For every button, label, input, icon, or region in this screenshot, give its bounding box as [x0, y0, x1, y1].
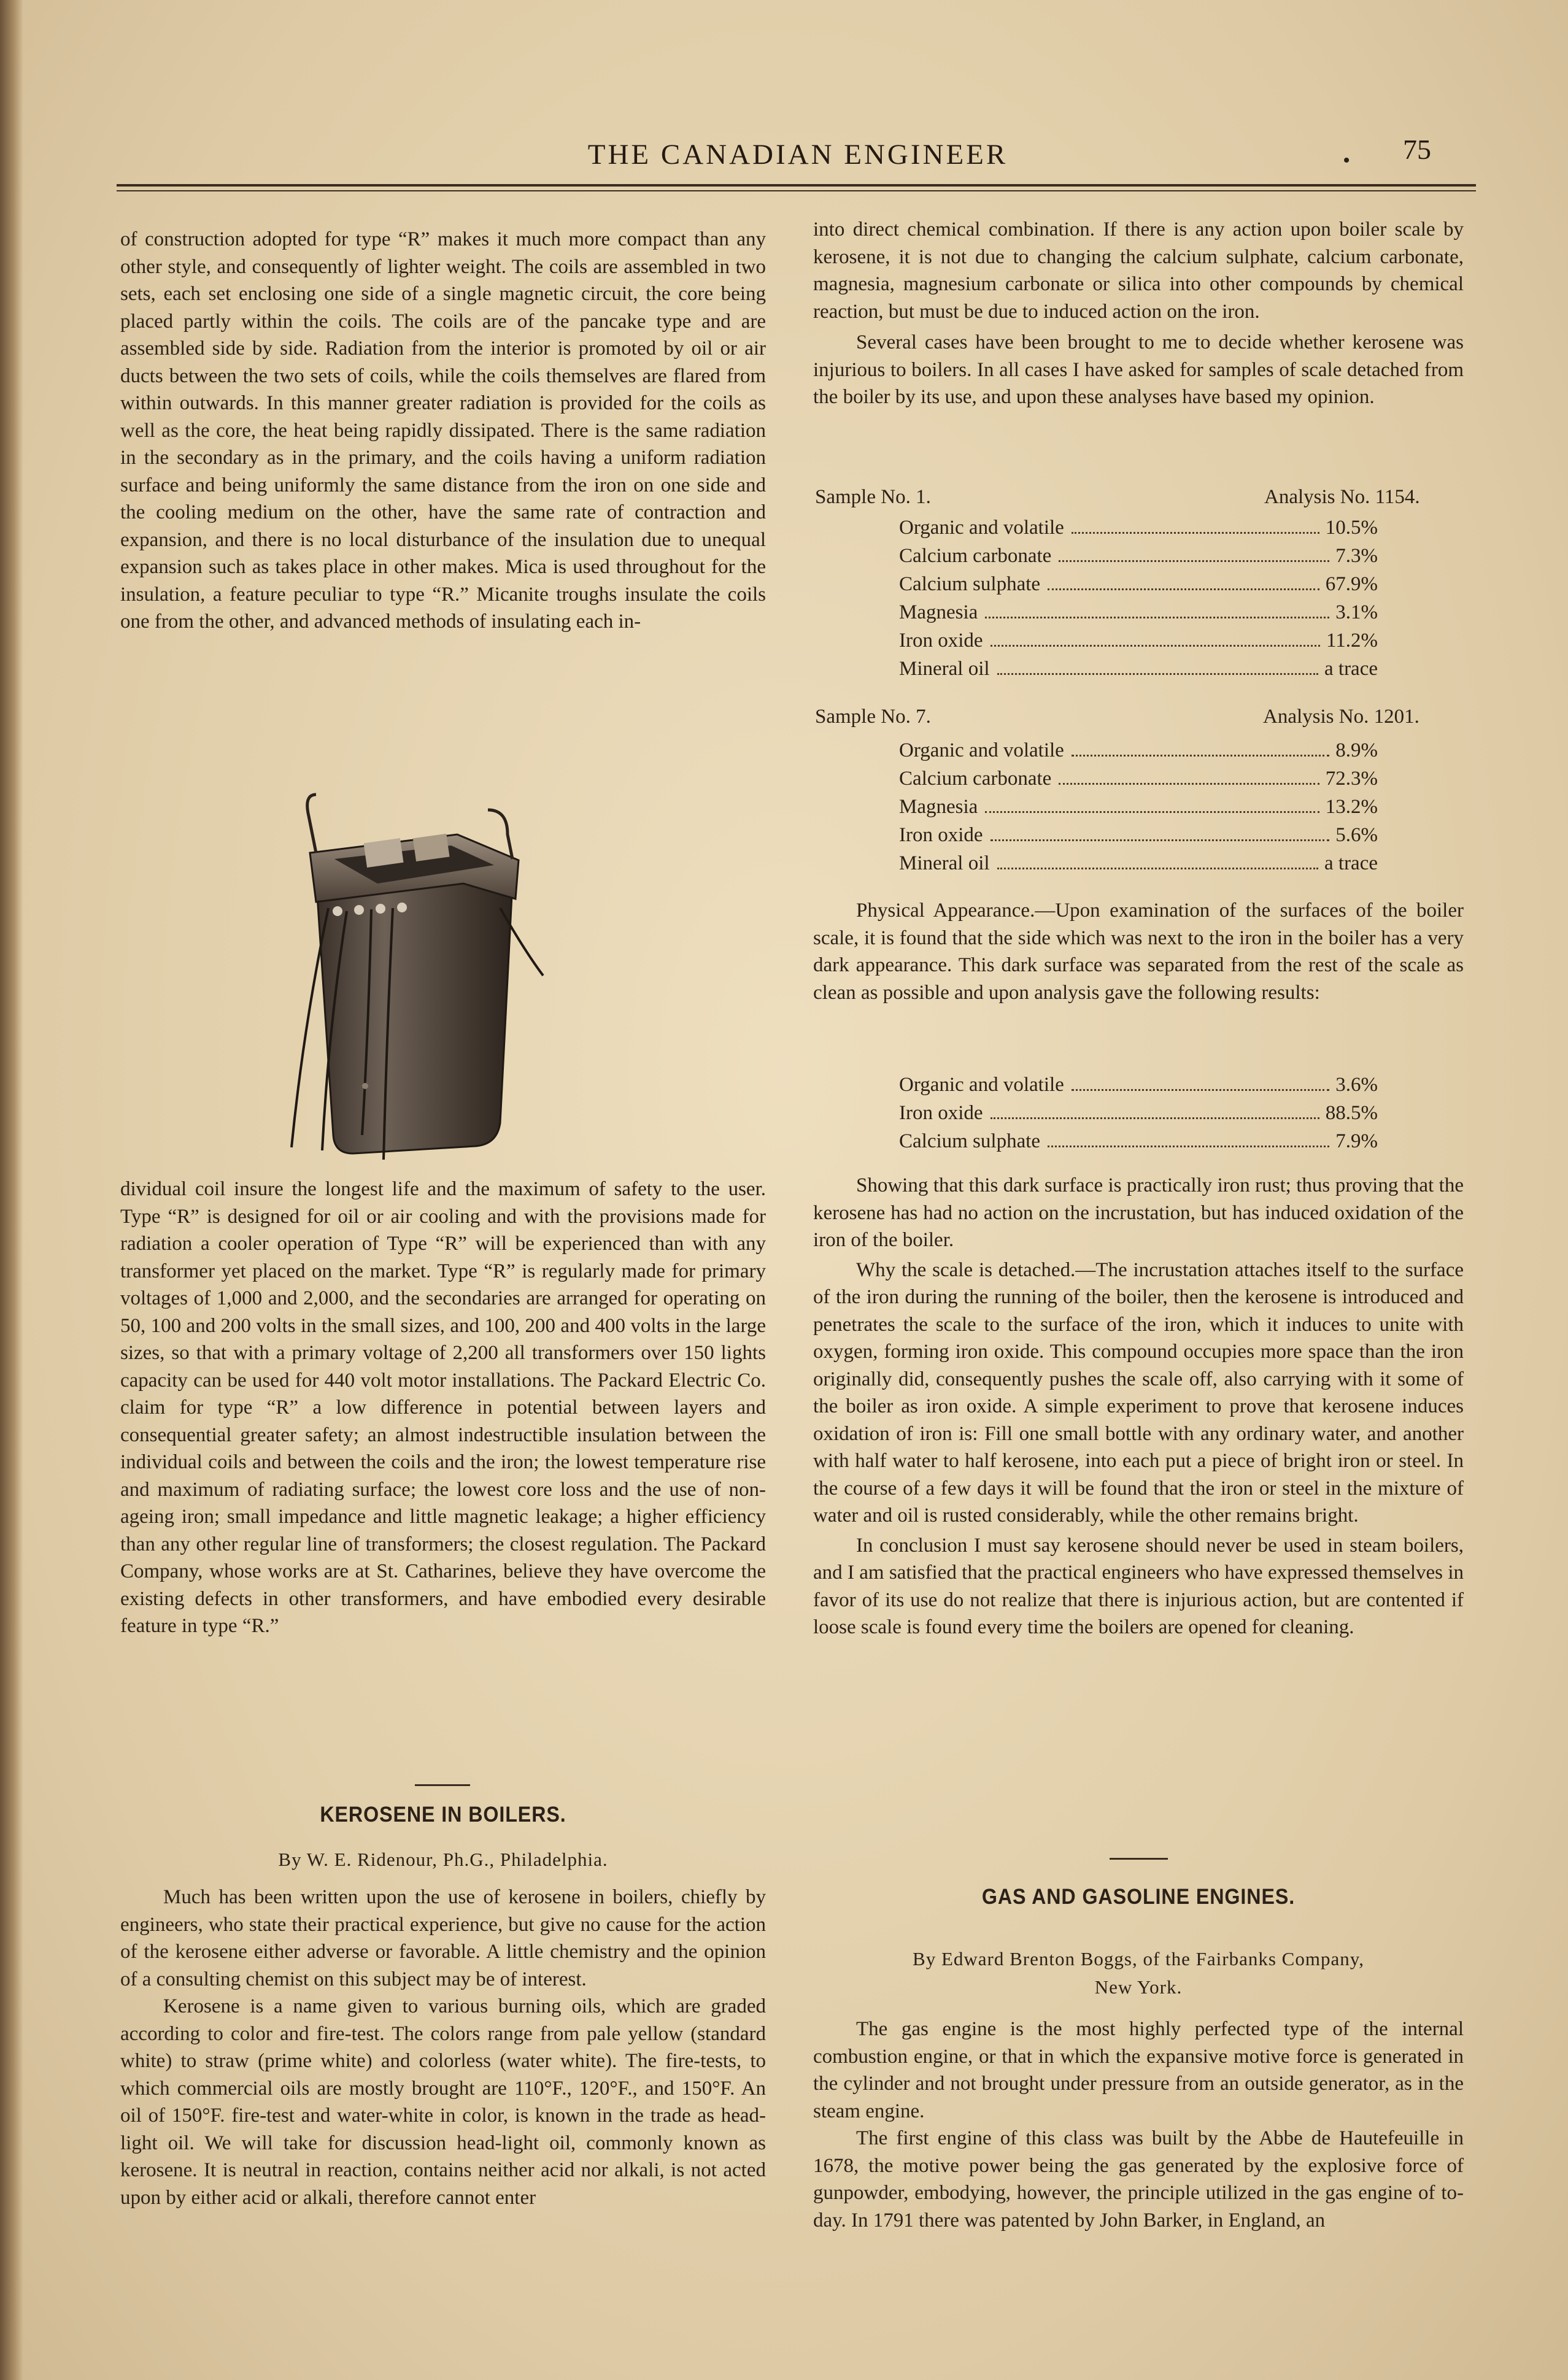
kerosene-body: [120, 1884, 766, 2211]
sample-1-label: Sample No. 1.: [815, 486, 931, 508]
dark-surface-row: Iron oxide 88.5%: [899, 1102, 1378, 1124]
sample-1-row: Magnesia 3.1%: [899, 601, 1378, 623]
kerosene-paragraph-2: Kerosene is a name given to various burning oils, which are graded according to color and fire-test. The colors range from pale yellow (standard white) to straw (prime white) and colorless (water white). The fire-tests, to which commercial oils are mostly brought are 110°F., 120°F., and 150°F. An oil of 150°F. fire-test and water-white in color, is known in the trade as head-light oil. We will take for discussion head-light oil, commonly known as kerosene. It is neutral in reaction, contains neither acid nor alkali, is not acted upon by either acid or alkali, therefore cannot enter: [120, 1995, 766, 2209]
physical-appearance-block: [813, 897, 1464, 1006]
header-rule-bottom: [117, 190, 1476, 191]
dark-surface-row: Organic and volatile 3.6%: [899, 1074, 1378, 1096]
physical-appearance-paragraph: Physical Appearance.—Upon examination of the surfaces of the boiler scale, it is found that the side which was next to the iron in the boiler has a very dark appearance. This dark surface was separated from the rest of the scale as clean as possible and upon analysis gave the following results:: [813, 899, 1464, 1004]
sample-7-row: Magnesia 13.2%: [899, 796, 1378, 818]
right-column-conclusion: [813, 1172, 1464, 1641]
sample-7-row: Mineral oil a trace: [899, 852, 1378, 874]
gas-byline-line-1: By Edward Brenton Boggs, of the Fairbanks Company,: [913, 1948, 1364, 1970]
sample-1-row: Calcium sulphate 67.9%: [899, 573, 1378, 595]
sample-1-row: Organic and volatile 10.5%: [899, 517, 1378, 539]
gas-engines-byline: [813, 1945, 1464, 2001]
gas-byline-line-2: New York.: [1094, 1976, 1183, 1998]
sample-7-row: Iron oxide 5.6%: [899, 824, 1378, 846]
sample-7-analysis: Analysis No. 1201.: [1263, 706, 1419, 728]
section-divider-right: [1110, 1858, 1168, 1860]
running-header: [129, 134, 1467, 181]
transformer-illustration: [279, 791, 574, 1166]
transformer-paragraph-2: dividual coil insure the longest life and the maximum of safety to the user. Type “R” is designed for oil or air cooling and with the provisions made for radiation a cooler operation of Type “R” will be experienced than with any transformer yet placed on the market. Type “R” is regularly made for primary voltages of 1,000 and 2,000, and the secondaries are arranged for operating on 50, 100 and 200 volts in the small sizes, and 100, 200 and 400 volts in the large sizes, so that with a primary voltage of 2,200 all transformers over 150 lights capacity can be used for 440 volt motor installations. The Packard Electric Co. claim for type “R” a low difference in potential between layers and consequential greater safety; an almost indestructible insulation between the individual coils and between the coils and the iron; the lowest temperature rise and maximum of radiating surface; the lowest core loss and the use of non-ageing iron; small impedance and little magnetic leakage; a higher efficiency than any other regular line of transformers; the closest regulation. The Packard Company, whose works are at St. Catharines, believe they have overcome the existing defects in other transformers, and have embodied every desirable feature in type “R.”: [120, 1178, 766, 1637]
page-number: 75: [1403, 134, 1431, 165]
sample-1-row: Iron oxide 11.2%: [899, 630, 1378, 652]
kerosene-heading: KEROSENE IN BOILERS.: [320, 1803, 566, 1827]
sample-7-row: Organic and volatile 8.9%: [899, 739, 1378, 761]
iron-rust-paragraph: Showing that this dark surface is practically iron rust; thus proving that the kerosene has had no action on the incrustation, but has induced oxidation of the iron of the boiler.: [813, 1174, 1464, 1251]
left-column-continued: [120, 1176, 766, 1640]
gas-paragraph-2: The first engine of this class was built by the Abbe de Hautefeuille in 1678, the motive power being the gas generated by the explosive force of gunpowder, embodying, however, the principle utilized in the gas engine of to-day. In 1791 there was patented by John Barker, in England, an: [813, 2127, 1464, 2232]
header-dot: •: [1343, 149, 1350, 172]
sample-1-analysis: Analysis No. 1154.: [1264, 486, 1420, 508]
gas-paragraph-1: The gas engine is the most highly perfected type of the internal combustion engine, or that in which the expansive motive force is generated in the cylinder and not brought under pressure from an outside generator, as in the steam engine.: [813, 2018, 1464, 2122]
journal-title: THE CANADIAN ENGINEER: [587, 139, 1008, 171]
left-column-top: [120, 226, 766, 772]
sample-7-row: Calcium carbonate 72.3%: [899, 768, 1378, 790]
sample-1-row: Mineral oil a trace: [899, 658, 1378, 680]
sample-1-row: Calcium carbonate 7.3%: [899, 545, 1378, 567]
kerosene-byline: By W. E. Ridenour, Ph.G., Philadelphia.: [278, 1849, 608, 1870]
kerosene-paragraph-3: into direct chemical combination. If there is any action upon boiler scale by kerosene, it is not due to changing the calcium sulphate, calcium carbonate, magnesia, magnesium carbonate or silica into other compounds by chemical reaction, but must be due to induced action on the iron.: [813, 218, 1464, 323]
page-binding-edge: [0, 0, 23, 2380]
sample-7-label: Sample No. 7.: [815, 706, 931, 728]
kerosene-paragraph-4: Several cases have been brought to me to decide whether kerosene was injurious to boilers. In all cases I have asked for samples of scale detached from the boiler by its use, and upon these analyses have based my opinion.: [813, 331, 1464, 408]
scale-detached-paragraph: Why the scale is detached.—The incrustation attaches itself to the surface of the iron during the running of the boiler, then the kerosene is introduced and penetrates the scale to the surface of the iron, which it induces to unite with oxygen, forming iron oxide. This compound occupies more space than the iron originally did, consequently pushes the scale off, also carrying with it some of the boiler as iron oxide. A simple experiment to prove that kerosene induces oxidation of iron is: Fill one small bottle with any ordinary water, and another with half water to half kerosene, into each put a piece of bright iron or steel. In the course of a few days it will be found that the iron or steel in the mixture of water and oil is rusted considerably, while the other remains bright.: [813, 1258, 1464, 1527]
gas-engines-heading: GAS AND GASOLINE ENGINES.: [981, 1885, 1296, 1909]
gas-engines-body: [813, 2016, 1464, 2234]
transformer-paragraph-1: of construction adopted for type “R” makes it much more compact than any other style, and consequently of lighter weight. The coils are assembled in two sets, each set enclosing one side of a single magnetic circuit, the core being placed partly within the coils. The coils are of the pancake type and are assembled side by side. Radiation from the interior is promoted by oil or air ducts between the two sets of coils, while the coils themselves are flared from within outwards. In this manner greater radiation is provided for the coils as well as the core, the heat being rapidly dissipated. There is the same radiation in the secondary as in the primary, and the coils having a uniform radiation surface and being uniformly the same distance from the iron on one side and the cooling medium on the other, have the same rate of contraction and expansion, and there is no local disturbance of the insulation due to unequal expansion such as takes place in other makes. Mica is used throughout for the insulation, a feature peculiar to type “R.” Micanite troughs insulate the coils one from the other, and advanced methods of insulating each in-: [120, 228, 766, 633]
dark-surface-row: Calcium sulphate 7.9%: [899, 1130, 1378, 1152]
header-rule-top: [117, 184, 1476, 187]
section-divider-left: [415, 1784, 470, 1786]
conclusion-paragraph: In conclusion I must say kerosene should never be used in steam boilers, and I am satisfied that the practical engineers who have expressed themselves in favor of its use do not realize that there is injurious action, but are contented if loose scale is found every time the boilers are opened for cleaning.: [813, 1534, 1464, 1638]
kerosene-paragraph-1: Much has been written upon the use of kerosene in boilers, chiefly by engineers, who state their practical experience, but give no cause for the action of the kerosene either adverse or favorable. A little chemistry and the opinion of a consulting chemist on this subject may be of interest.: [120, 1886, 766, 1990]
right-column-top: [813, 216, 1464, 411]
